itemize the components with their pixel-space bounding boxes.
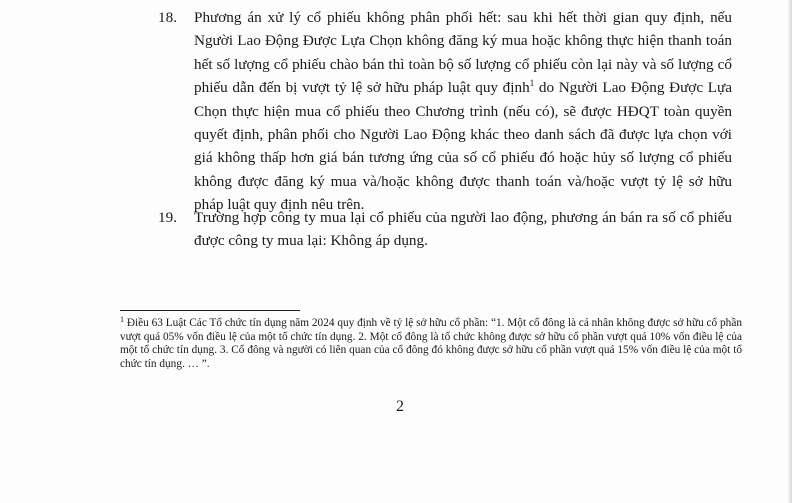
item-number: 18.	[158, 9, 177, 26]
footnote	[120, 317, 742, 371]
item-text	[194, 6, 732, 217]
item-text: Trường hợp công ty mua lại cổ phiếu của người lao động, phương án bán ra số cổ phiếu được công ty mua lại: Không áp dụng.	[194, 209, 732, 250]
footnote-reference[interactable]: 1	[529, 78, 535, 89]
footnote-text: Điều 63 Luật Các Tổ chức tín dụng năm 2024 quy định về tỷ lệ sở hữu cổ phần: “1. Một cổ đông là cá nhân không được sở hữu cổ phần vượt quá 05% vốn điều lệ của một tổ chức tín dụng. 2. Một cổ đông là tổ chức không được sở hữu cổ phần vượt quá 10% vốn điều lệ của một tổ chức tín dụng. 3. Cổ đông và người có liên quan của cổ đông đó không được sở hữu cổ phần vượt quá 15% vốn điều lệ của một tổ chức tín dụng. … ”.	[120, 317, 742, 370]
item-text-part: do Người Lao Động Được Lựa Chọn thực hiện mua cổ phiếu theo Chương trình (nếu có), sẽ được HĐQT toàn quyền quyết định, phân phối cho Người Lao Động khác theo danh sách đã được lựa chọn với giá không thấp hơn giá bán tương ứng của số cổ phiếu đó hoặc hủy số lượng cổ phiếu không được đăng ký mua và/hoặc không được thanh toán và/hoặc vượt tỷ lệ sở hữu pháp luật quy định nêu trên.	[194, 79, 732, 214]
footnote-marker: 1	[120, 315, 124, 324]
item-number: 19.	[158, 209, 177, 226]
footnote-separator	[120, 310, 300, 311]
item-text-part: Phương án xử lý cổ phiếu không phân phối hết: sau khi hết thời gian quy định, nếu Người Lao Động Được Lựa Chọn không đăng ký mua hoặc không thực hiện thanh toán hết số lượng cổ phiếu chào bán thì toàn bộ số lượng cổ phiếu còn lại này và số lượng cổ phiếu dẫn đến bị vượt tỷ lệ sở hữu pháp luật quy định	[194, 9, 732, 97]
scan-edge-shadow	[788, 0, 792, 503]
page-number: 2	[396, 398, 404, 415]
